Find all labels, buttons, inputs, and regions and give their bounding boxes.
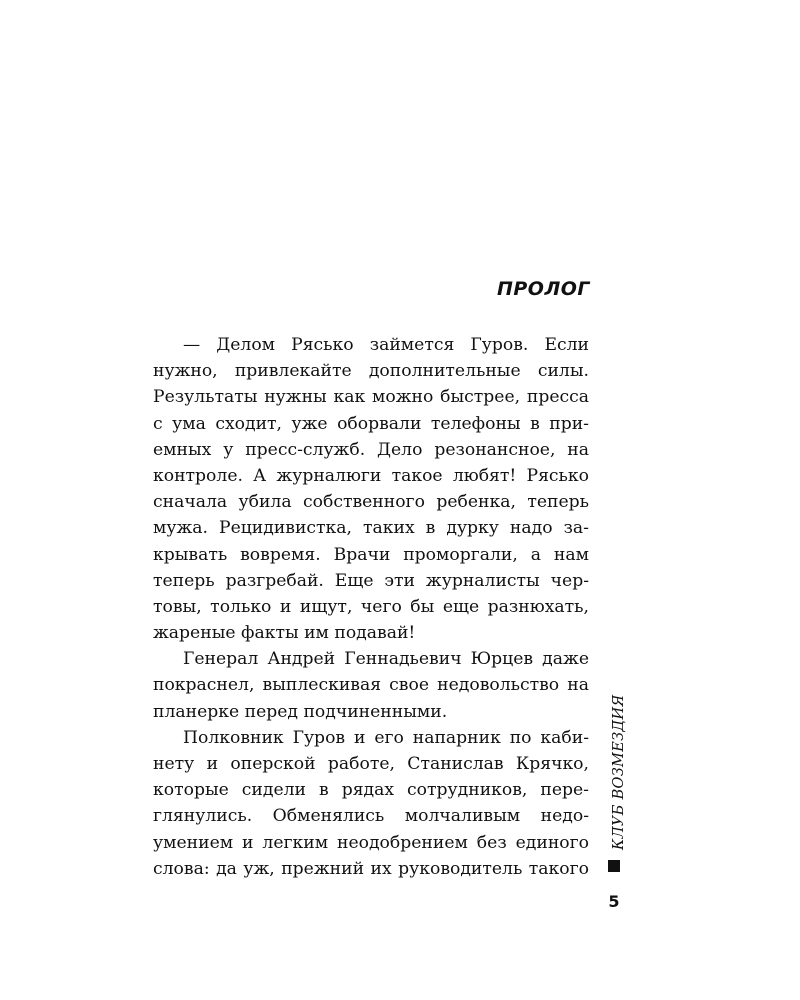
body-text [153,332,589,882]
text-line: нету и оперской работе, Станислав Крячко, [153,754,589,774]
text-line: умением и легким неодобрением без единого [153,832,589,853]
text-line: слова: да уж, прежний их руководитель такого [153,858,589,879]
text-line: планерке перед подчиненными. [153,701,448,722]
text-line: мужа. Рецидивистка, таких в дурку надо за- [153,518,589,539]
text-line: товы, только и ищут, чего бы еще разнюхать, [153,596,589,617]
text-line: Полковник Гуров и его напарник по каби- [183,727,589,748]
text-line: Результаты нужны как можно быстрее, пресса [153,387,589,408]
text-line: теперь разгребай. Еще эти журналисты чер- [153,570,589,591]
text-line: крывать вовремя. Врачи проморгали, а нам [153,544,589,565]
text-line: нужно, привлекайте дополнительные силы. [153,361,589,382]
page-number: 5 [608,892,620,911]
square-marker-icon [608,860,620,872]
text-line: сначала убила собственного ребенка, теперь [153,492,589,513]
text-line: — Делом Рясько займется Гуров. Если [183,335,589,355]
text-line: жареные факты им подавай! [153,623,416,644]
text-line: Генерал Андрей Геннадьевич Юрцев даже [183,649,589,670]
text-line: контроле. А журналюги такое любят! Рясько [153,465,589,486]
text-line: покраснел, выплескивая свое недовольство на [153,675,589,696]
text-line: емных у пресс-служб. Дело резонансное, на [153,439,589,460]
running-header [603,694,643,850]
text-line: глянулись. Обменялись молчаливым недо- [153,806,589,827]
text-line: с ума сходит, уже оборвали телефоны в при- [153,413,589,434]
running-header-text: КЛУБ ВОЗМЕЗДИЯ [611,694,627,850]
text-line: которые сидели в рядах сотрудников, пере- [153,780,589,801]
chapter-title: ПРОЛОГ [496,278,590,300]
